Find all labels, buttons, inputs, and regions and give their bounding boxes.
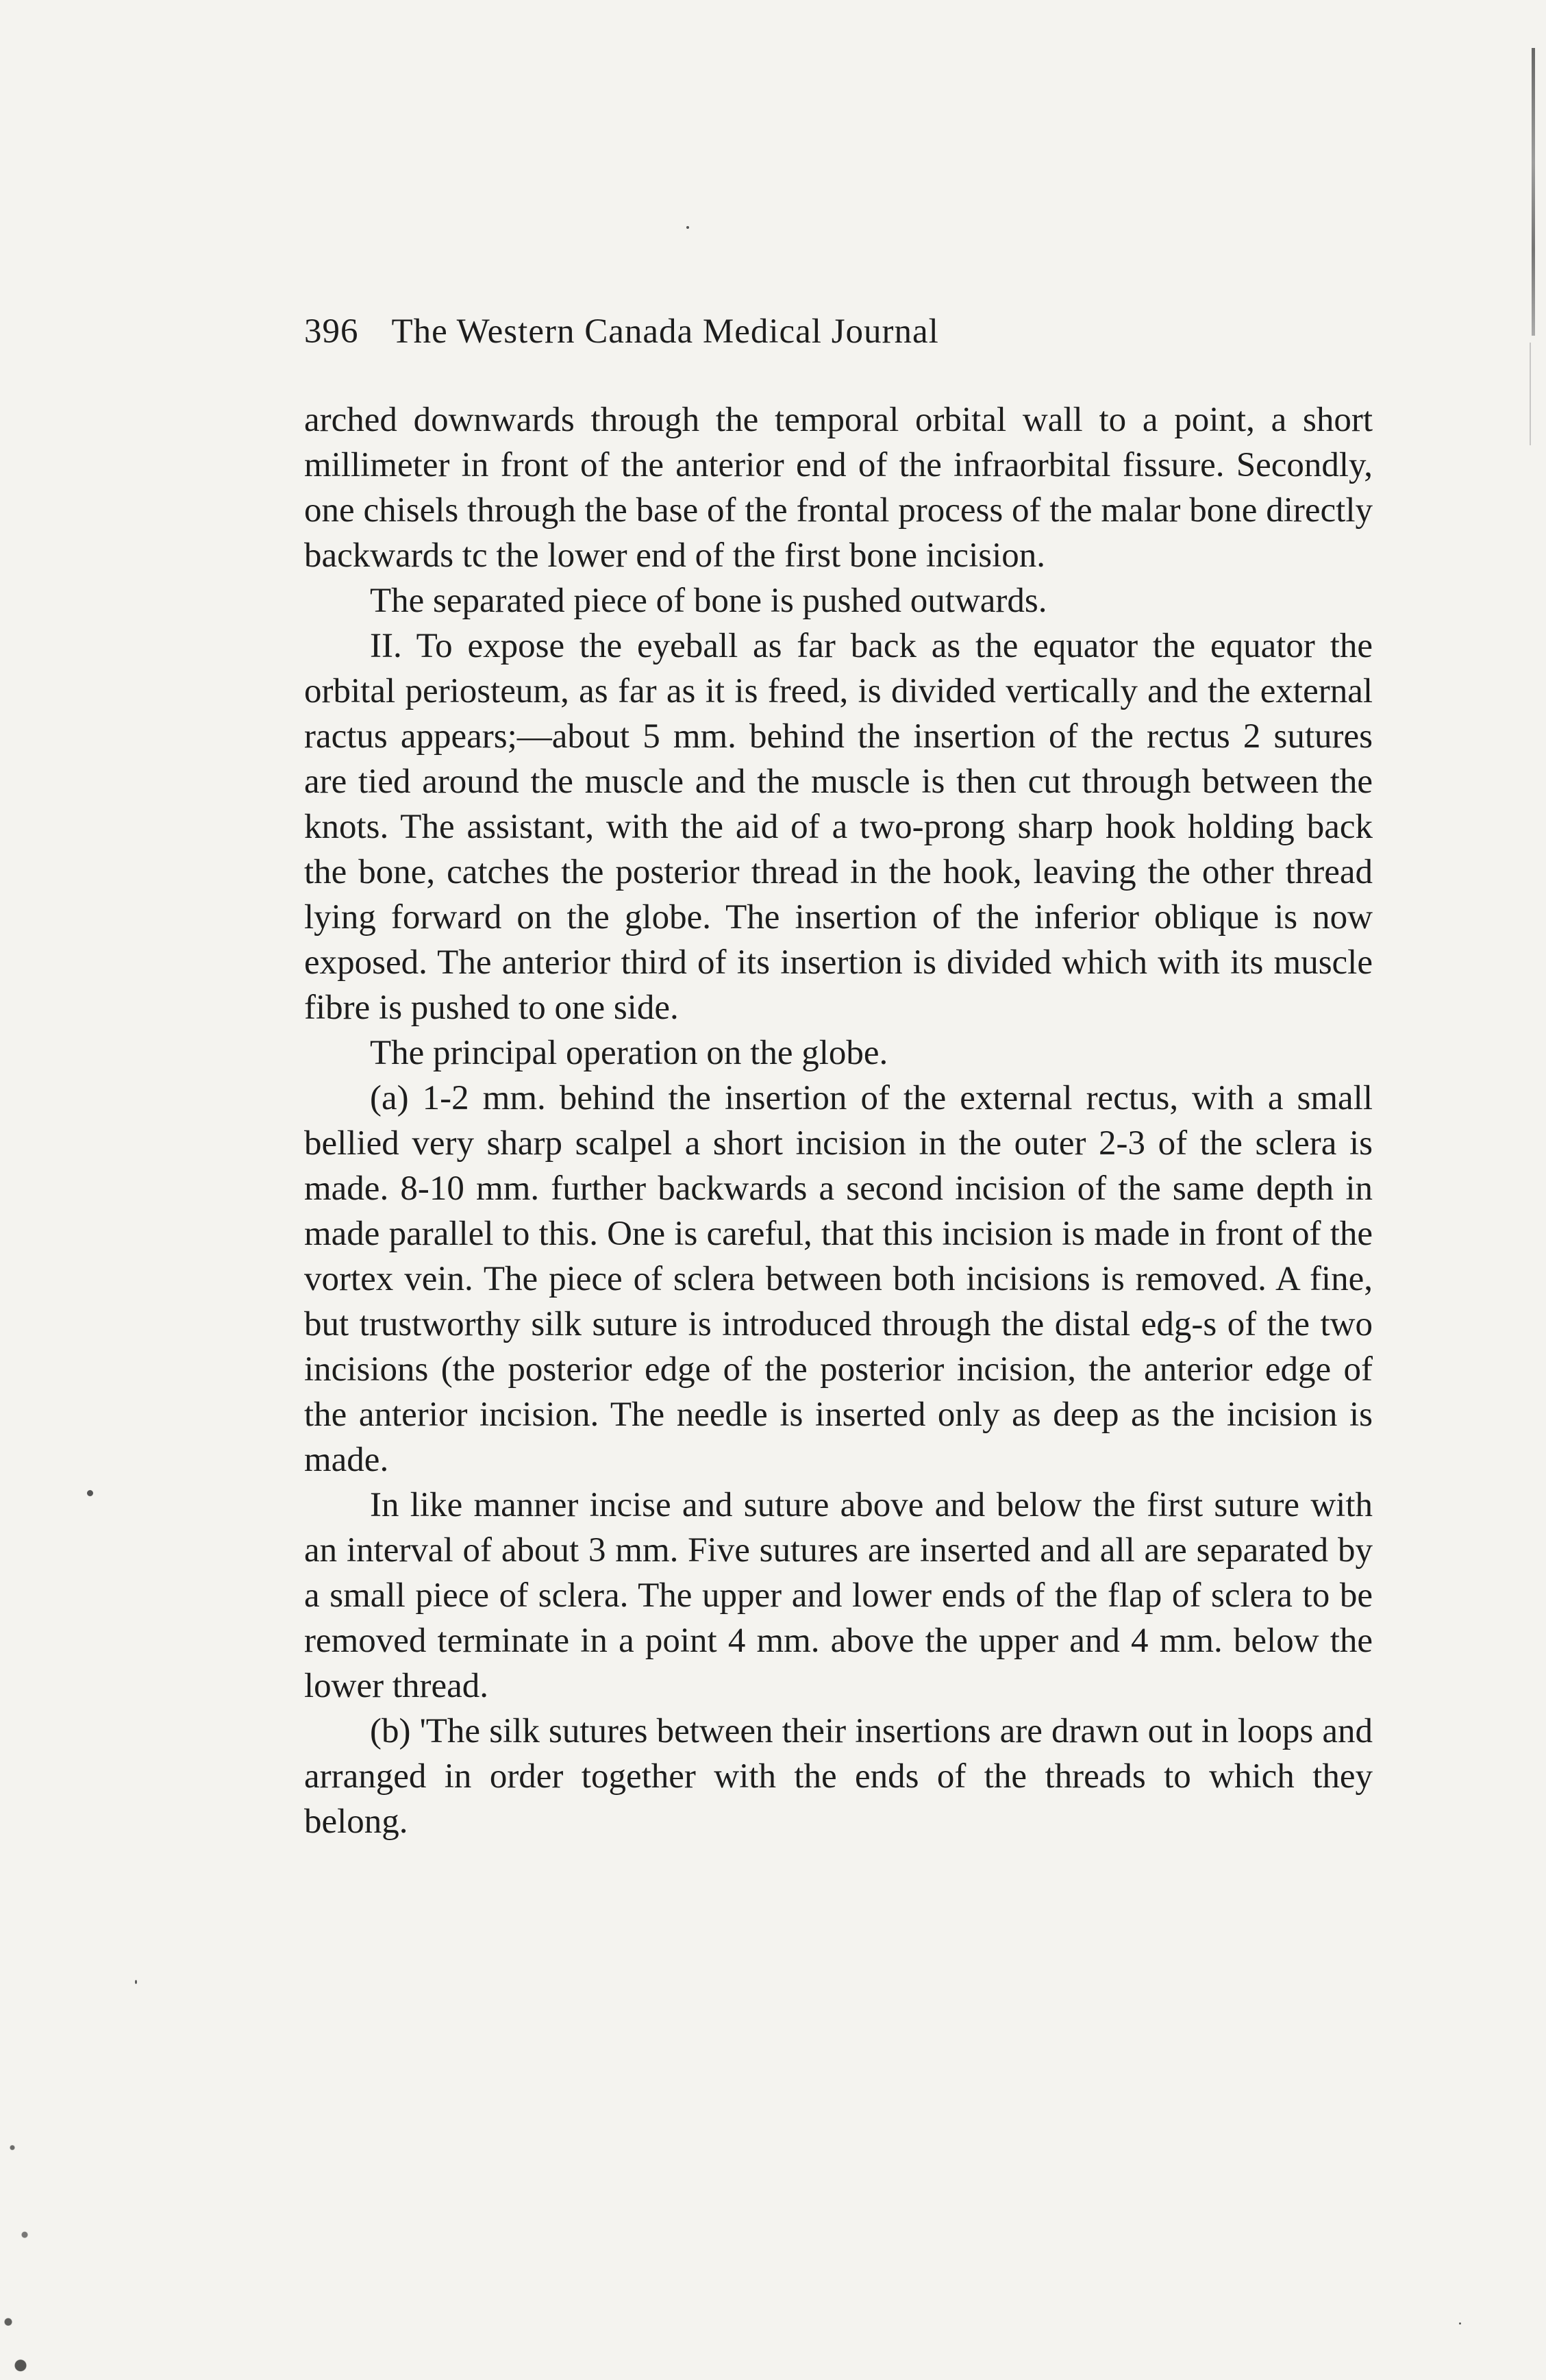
scan-edge-mark bbox=[1532, 48, 1535, 336]
scan-edge-mark-lower bbox=[1530, 343, 1531, 445]
running-header bbox=[304, 312, 1373, 367]
paragraph-2: The separated piece of bone is pushed outwards. bbox=[370, 582, 1047, 620]
paragraph-6: In like manner incise and suture above and below the first suture with an interval of about 3 mm. Five sutures are inserted and all are separated by a small piece of sclera. The upper and lower ends of the flap of sclera to be removed terminate in a point 4 mm. above the upper and 4 mm. below the lower thread. bbox=[304, 1486, 1373, 1705]
scan-speck bbox=[686, 226, 689, 229]
body-text bbox=[304, 397, 1373, 1844]
page-number: 396 bbox=[304, 312, 359, 351]
paragraph-3: II. To expose the eyeball as far back as the equator the equator the orbital periosteum, as far as it is freed, is divided vertically and the external ractus appears;—about 5 mm. behind the insertion of the rectus 2 sutures are tied around the muscle and the muscle is then cut through between the knots. The assistant, with the aid of a two-prong sharp hook holding back the bone, catches the posterior thread in the hook, leaving the other thread lying forward on the globe. The insertion of the inferior oblique is now exposed. The anterior third of its insertion is divided which with its muscle fibre is pushed to one side. bbox=[304, 627, 1373, 1027]
scan-speck bbox=[1459, 2322, 1461, 2325]
paragraph-7: (b) 'The silk sutures between their insertions are drawn out in loops and arranged in order together with the ends of the threads to which they belong. bbox=[304, 1712, 1373, 1841]
journal-title: The Western Canada Medical Journal bbox=[391, 312, 939, 351]
scan-edge-noise bbox=[0, 2090, 41, 2380]
paragraph-1: arched downwards through the temporal orbital wall to a point, a short millimeter in front of the anterior end of the infraorbital fissure. Secondly, one chisels through the base of the frontal process of the malar bone directly backwards tc the lower end of the first bone incision. bbox=[304, 401, 1373, 575]
paragraph-5: (a) 1-2 mm. behind the insertion of the external rectus, with a small bellied very sharp scalpel a short incision in the outer 2-3 of the sclera is made. 8-10 mm. further backwards a second incision of the same depth in made parallel to this. One is careful, that this incision is made in front of the vortex vein. The piece of sclera between both incisions is removed. A fine, but trustworthy silk suture is introduced through the distal edg-s of the two incisions (the posterior edge of the posterior incision, the anterior edge of the anterior incision. The needle is inserted only as deep as the incision is made. bbox=[304, 1079, 1373, 1479]
scan-speck bbox=[87, 1490, 93, 1496]
paragraph-4: The principal operation on the globe. bbox=[370, 1034, 888, 1072]
scan-speck bbox=[135, 1980, 137, 1984]
